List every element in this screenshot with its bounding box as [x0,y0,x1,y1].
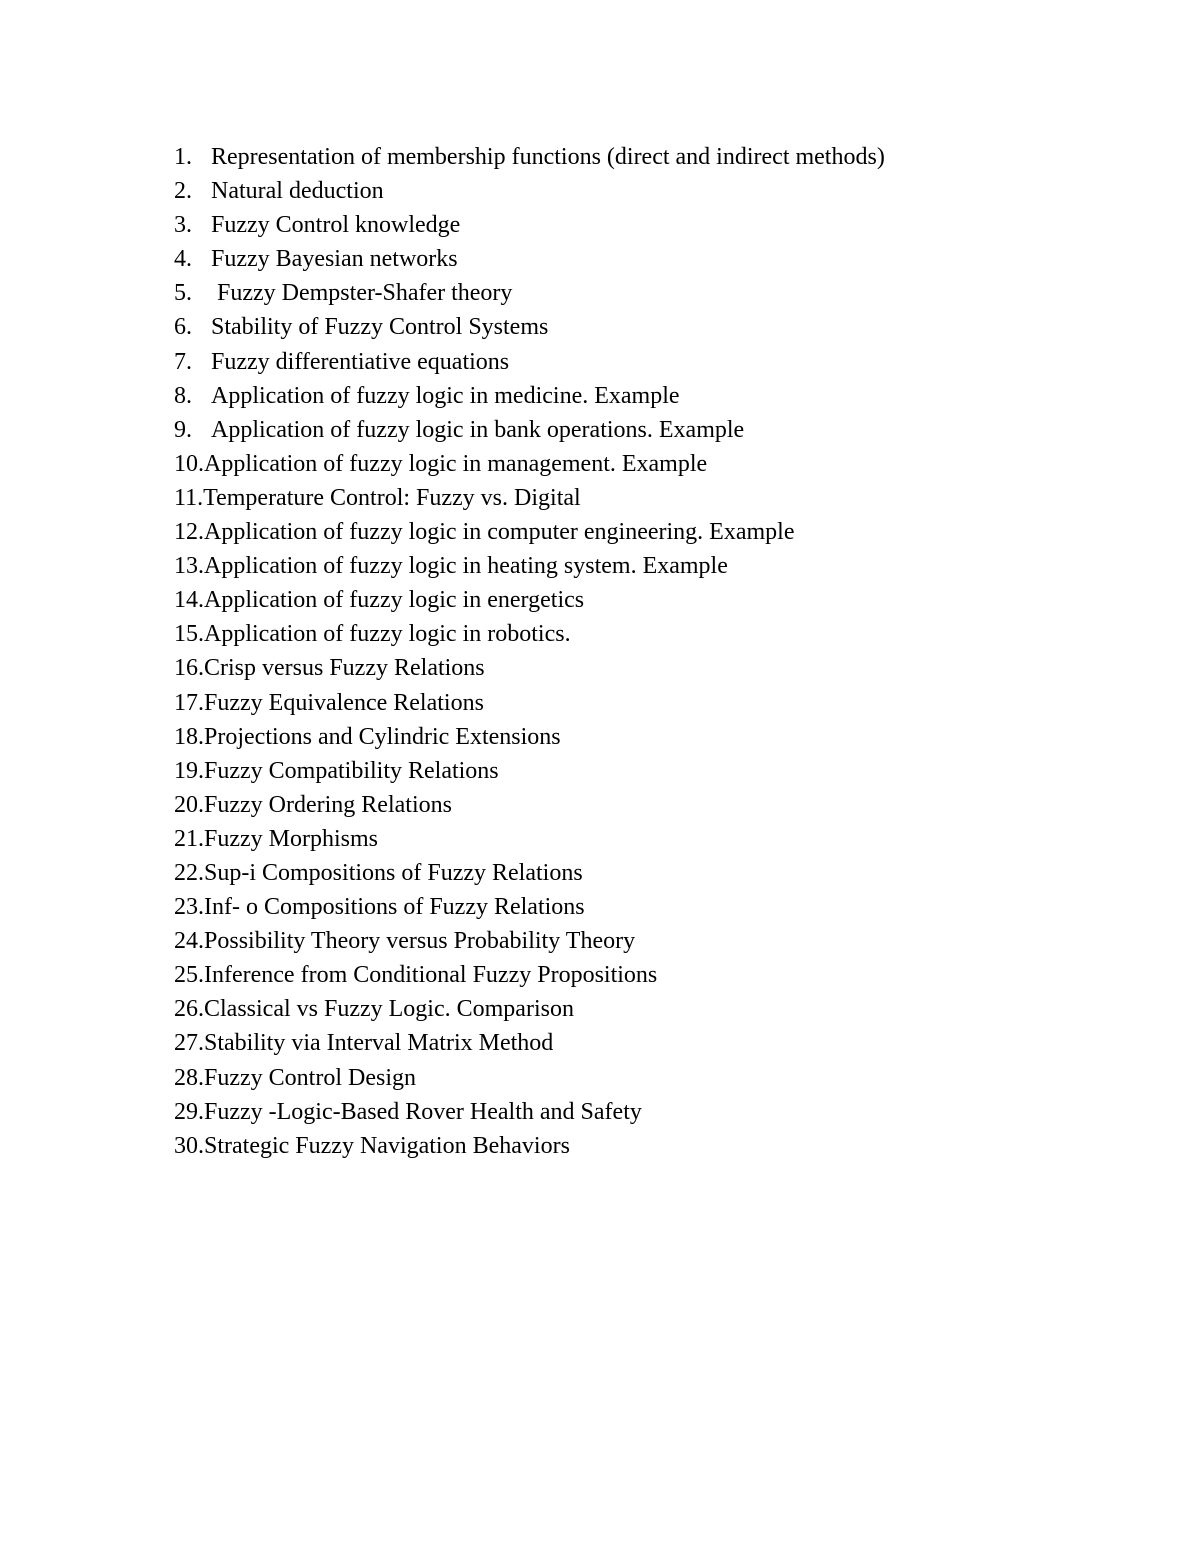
list-item [174,447,1134,481]
list-item-number: 1. [174,144,192,170]
list-item [174,549,1134,583]
list-item-number: 5. [174,280,192,307]
list-item-number: 12. [174,519,204,546]
list-item-number: 6. [174,314,192,341]
list-item-number: 11. [174,484,204,511]
list-item [174,140,1134,174]
list-item [174,992,1134,1026]
list-item-text: Application of fuzzy logic in computer engineering. Example [204,519,795,546]
list-item [174,583,1134,617]
list-item [174,788,1134,822]
list-item-text: Fuzzy Equivalence Relations [204,689,484,716]
list-item-text: Fuzzy Morphisms [204,825,378,852]
list-item [174,208,1134,242]
list-item-number: 14. [174,587,204,614]
list-item-number: 17. [174,689,204,716]
list-item-number: 2. [174,178,192,205]
list-item-number: 19. [174,757,204,784]
list-item-number: 9. [174,416,192,443]
list-item [174,310,1134,344]
list-item-number: 30. [174,1132,204,1159]
list-item-text: Strategic Fuzzy Navigation Behaviors [204,1132,570,1159]
list-item-text: Crisp versus Fuzzy Relations [204,655,485,682]
list-item-number: 27. [174,1030,204,1057]
list-item-number: 3. [174,212,192,239]
list-item-number: 23. [174,894,204,921]
list-item-text: Application of fuzzy logic in robotics. [204,621,571,648]
list-item-text: Stability via Interval Matrix Method [204,1030,554,1057]
list-item-text: Application of fuzzy logic in bank operations. Example [211,416,745,443]
list-item-text: Temperature Control: Fuzzy vs. Digital [203,484,581,511]
list-item [174,822,1134,856]
list-item-number: 4. [174,246,192,273]
list-item [174,651,1134,685]
list-item [174,174,1134,208]
list-item-text: Projections and Cylindric Extensions [204,723,561,750]
list-item-text: Fuzzy Dempster-Shafer theory [211,280,513,307]
list-item-text: Fuzzy Control knowledge [211,212,461,239]
list-item-text: Inference from Conditional Fuzzy Propositions [204,962,658,989]
list-item-number: 22. [174,859,204,886]
list-item [174,413,1134,447]
list-item-number: 20. [174,791,204,818]
list-item-number: 15. [174,621,204,648]
list-item-number: 26. [174,996,204,1023]
list-item [174,958,1134,992]
list-item-number: 18. [174,723,204,750]
list-item-text: Fuzzy Control Design [204,1064,416,1091]
list-item-text: Application of fuzzy logic in management. Example [204,450,708,477]
list-item [174,276,1134,310]
list-item [174,754,1134,788]
list-item-number: 10. [174,450,204,477]
topic-list [174,140,1134,1163]
list-item-text: Representation of membership functions (direct and indirect methods) [211,144,885,170]
list-item-text: Fuzzy Ordering Relations [204,791,452,818]
list-item-text: Classical vs Fuzzy Logic. Comparison [204,996,574,1023]
list-item-text: Fuzzy -Logic-Based Rover Health and Safety [204,1098,642,1125]
list-item [174,1061,1134,1095]
list-item-text: Possibility Theory versus Probability Theory [204,928,636,955]
list-item-text: Natural deduction [211,178,384,205]
list-item-number: 21. [174,825,204,852]
list-item-text: Application of fuzzy logic in medicine. Example [211,382,680,409]
list-item-number: 16. [174,655,204,682]
list-item [174,856,1134,890]
list-item [174,1095,1134,1129]
list-item-text: Application of fuzzy logic in energetics [204,587,585,614]
list-item-number: 8. [174,382,192,409]
list-item-text: Fuzzy differentiative equations [211,348,510,375]
list-item-number: 29. [174,1098,204,1125]
list-item [174,686,1134,720]
list-item-number: 7. [174,348,192,375]
list-item-number: 24. [174,928,204,955]
list-item [174,1026,1134,1060]
list-item [174,345,1134,379]
list-item-text: Fuzzy Bayesian networks [211,246,458,273]
list-item [174,242,1134,276]
list-item [174,515,1134,549]
list-item [174,379,1134,413]
list-item-number: 13. [174,553,204,580]
list-item [174,924,1134,958]
list-item [174,617,1134,651]
list-item-text: Fuzzy Compatibility Relations [204,757,499,784]
list-item [174,890,1134,924]
list-item-text: Sup-i Compositions of Fuzzy Relations [204,859,583,886]
list-item [174,720,1134,754]
list-item-text: Application of fuzzy logic in heating system. Example [204,553,728,580]
list-item-text: Stability of Fuzzy Control Systems [211,314,549,341]
list-item-number: 25. [174,962,204,989]
list-item-text: Inf- o Compositions of Fuzzy Relations [204,894,585,921]
list-item [174,481,1134,515]
list-item-number: 28. [174,1064,204,1091]
list-item [174,1129,1134,1163]
